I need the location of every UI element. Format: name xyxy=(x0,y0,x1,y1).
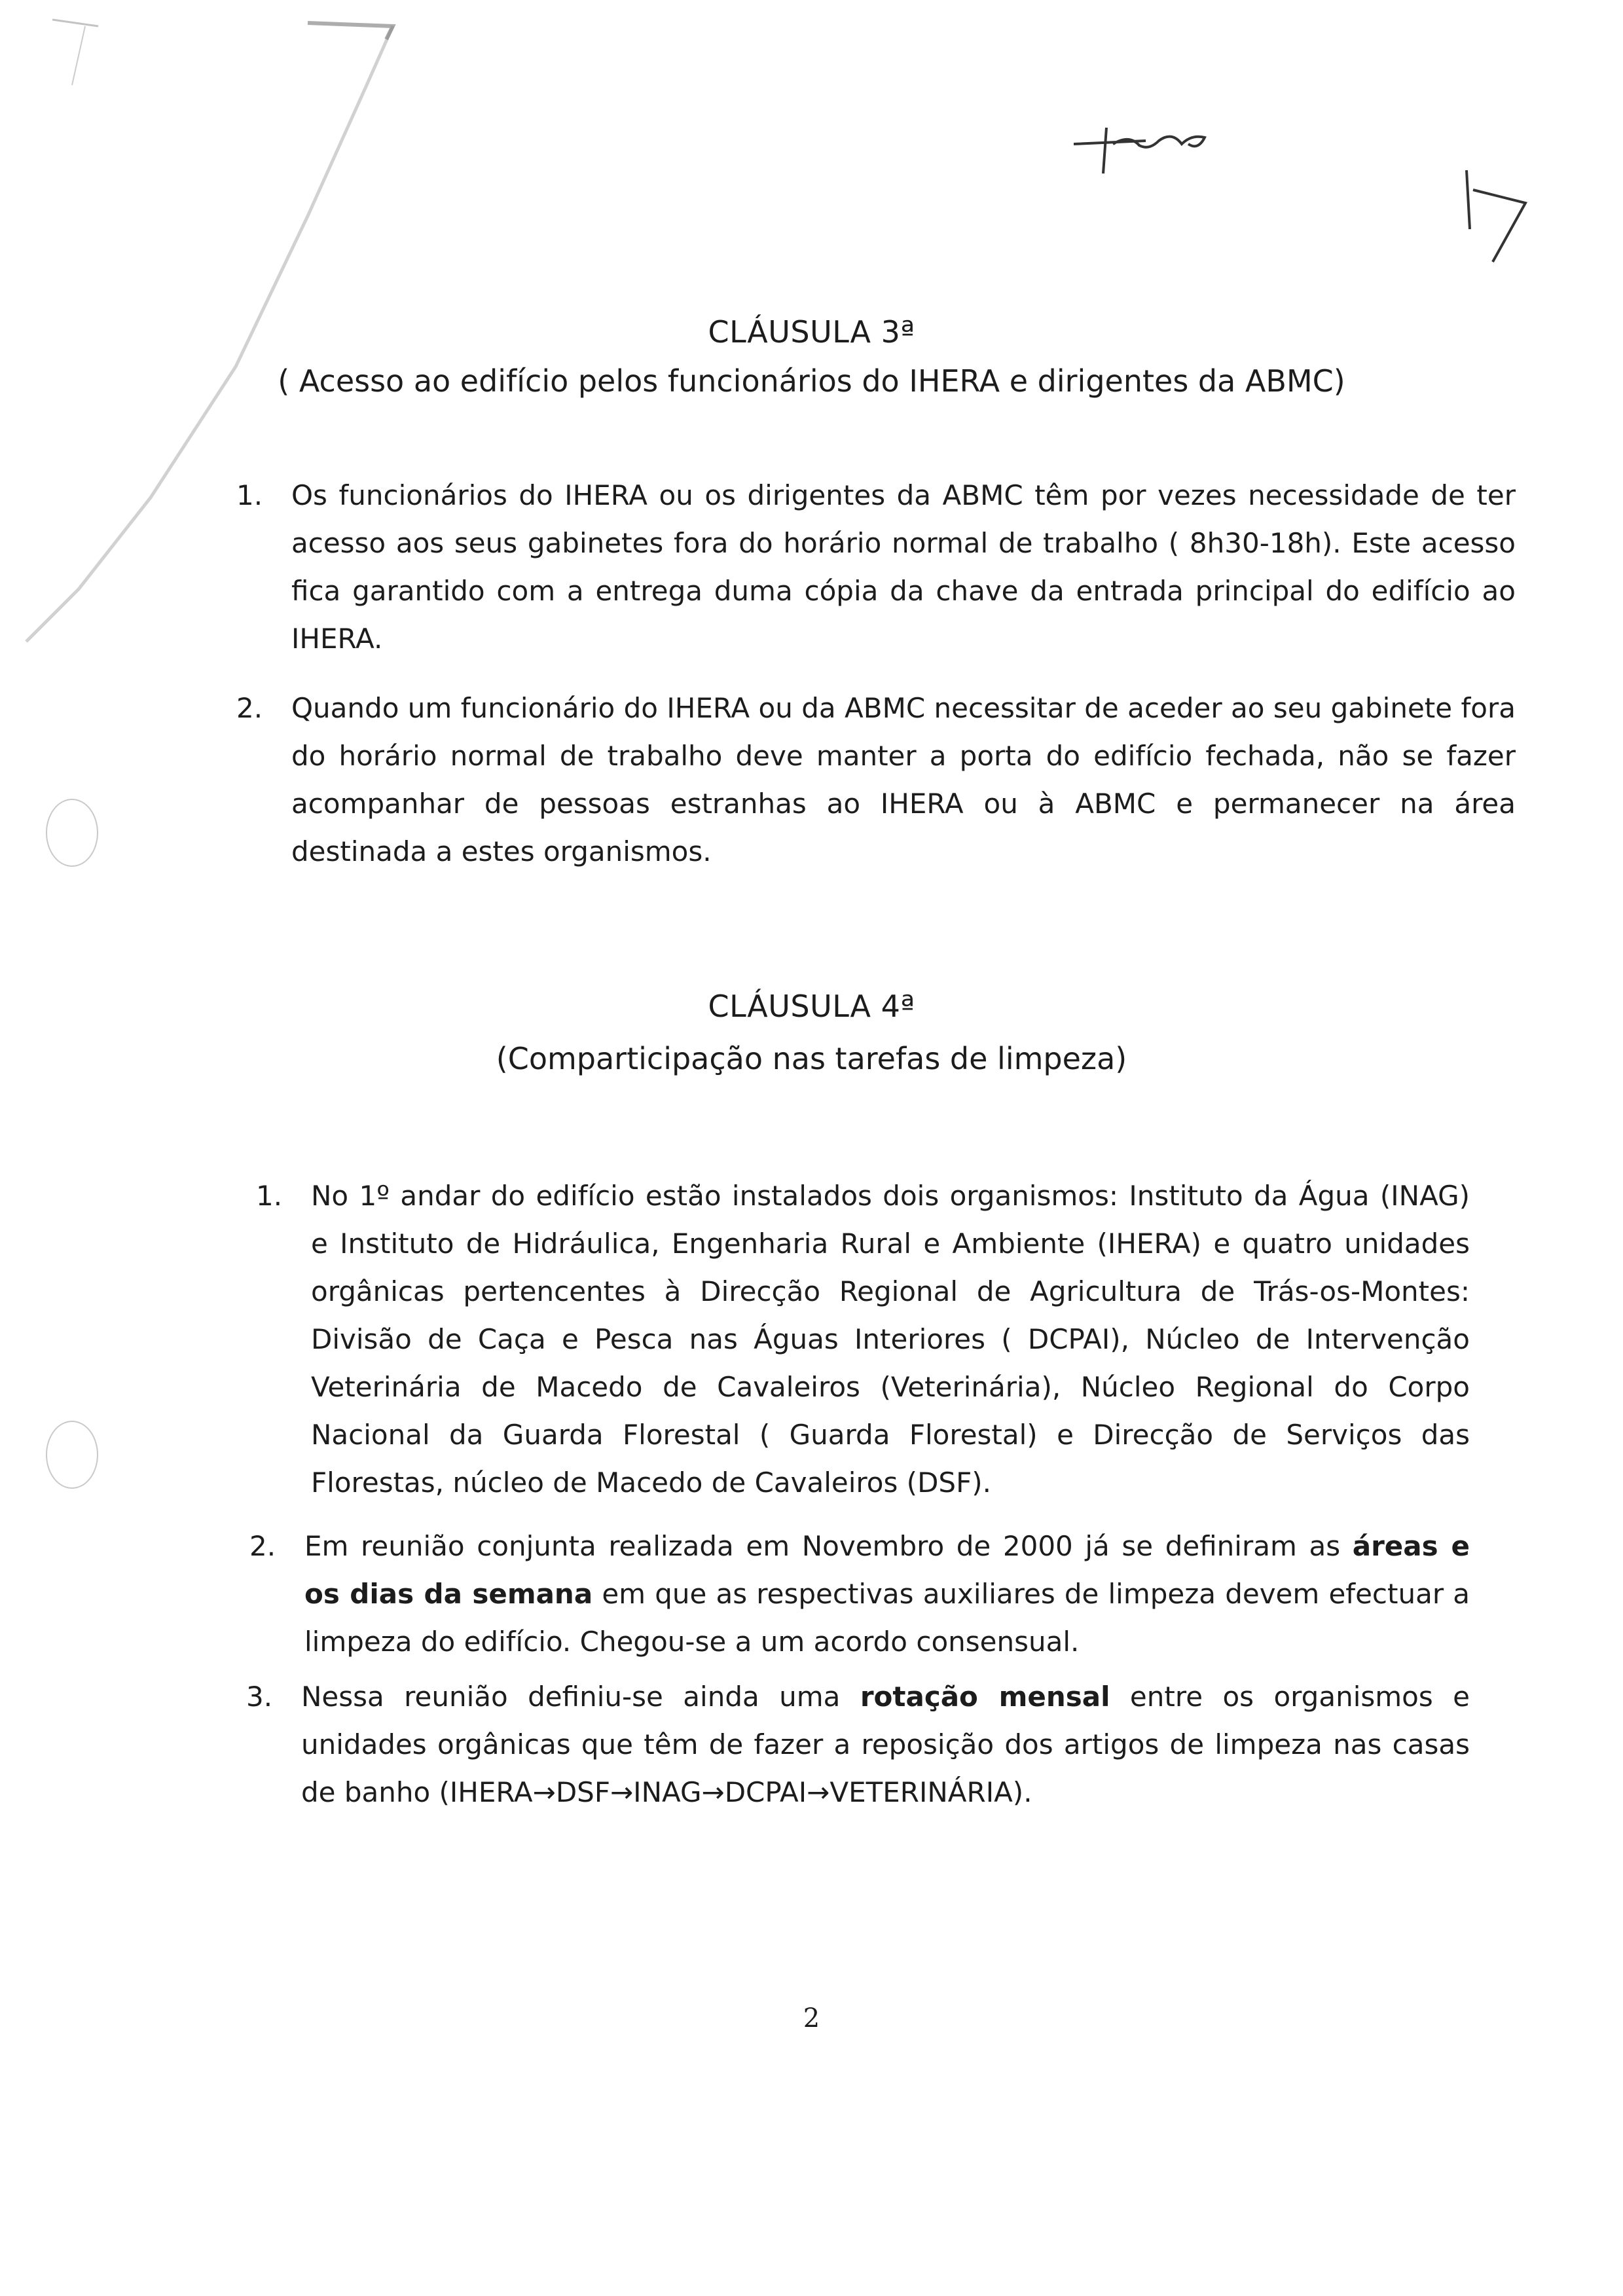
clause-3-item-2 xyxy=(236,684,1516,875)
item-number: 1. xyxy=(256,1180,283,1212)
item-text-before: Nessa reunião definiu-se ainda uma xyxy=(301,1681,860,1713)
item-number: 1. xyxy=(236,479,263,511)
handwritten-initials xyxy=(1067,105,1237,183)
punch-hole-top xyxy=(46,799,98,867)
item-text: No 1º andar do edifício estão instalados dois organismos: Instituto da Água (INAG) e Instituto de Hidráulica, Engenharia Rural e Ambiente (IHERA) e quatro unidades orgânicas pertencentes à Direcção Regional de Agricultura de Trás-os-Montes: Divisão de Caça e Pesca nas Águas Interiores ( DCPAI), Núcleo de Intervenção Veterinária de Macedo de Cavaleiros (Veterinária), Núcleo Regional do Corpo Nacional da Guarda Florestal ( Guarda Florestal) e Direcção de Serviços das Florestas, núcleo de Macedo de Cavaleiros (DSF). xyxy=(311,1180,1470,1499)
clause-3-item-1 xyxy=(236,471,1516,663)
item-number: 2. xyxy=(236,692,263,724)
clause-4-item-1 xyxy=(256,1172,1470,1506)
item-text: Quando um funcionário do IHERA ou da ABMC necessitar de aceder ao seu gabinete fora do horário normal de trabalho deve manter a porta do edifício fechada, não se fazer acompanhar de pessoas estranhas ao IHERA ou à ABMC e permanecer na área destinada a estes organismos. xyxy=(291,692,1516,867)
page-number: 2 xyxy=(803,2003,820,2033)
item-number: 2. xyxy=(249,1530,276,1562)
item-text-after: entre os organismos e unidades orgânicas que têm de fazer a reposição dos artigos de limpeza nas casas de banho (IHERA→DSF→INAG→DCPAI→VETERINÁRIA). xyxy=(301,1681,1470,1808)
clause-4-item-2 xyxy=(249,1522,1470,1666)
handwritten-page-mark xyxy=(1453,157,1545,275)
item-bold-text: rotação mensal xyxy=(860,1681,1110,1713)
punch-hole-bottom xyxy=(46,1421,98,1489)
item-text-after: em que as respectivas auxiliares de limpeza devem efectuar a limpeza do edifício. Chegou-se a um acordo consensual. xyxy=(304,1578,1470,1658)
item-text-before: Em reunião conjunta realizada em Novembro de 2000 já se definiram as xyxy=(304,1530,1353,1562)
item-number: 3. xyxy=(246,1681,273,1713)
clause-3-title: CLÁUSULA 3ª xyxy=(708,314,915,350)
clause-4-item-3 xyxy=(246,1673,1470,1816)
item-bold-text: áreas e os dias da semana xyxy=(304,1530,1470,1610)
clause-4-subtitle: (Comparticipação nas tarefas de limpeza) xyxy=(496,1041,1127,1076)
item-text: Os funcionários do IHERA ou os dirigentes da ABMC têm por vezes necessidade de ter acesso aos seus gabinetes fora do horário normal de trabalho ( 8h30-18h). Este acesso fica garantido com a entrega duma cópia da chave da entrada principal do edifício ao IHERA. xyxy=(291,479,1516,655)
clause-4-title: CLÁUSULA 4ª xyxy=(708,989,915,1024)
clause-3-subtitle: ( Acesso ao edifício pelos funcionários do IHERA e dirigentes da ABMC) xyxy=(278,363,1345,399)
